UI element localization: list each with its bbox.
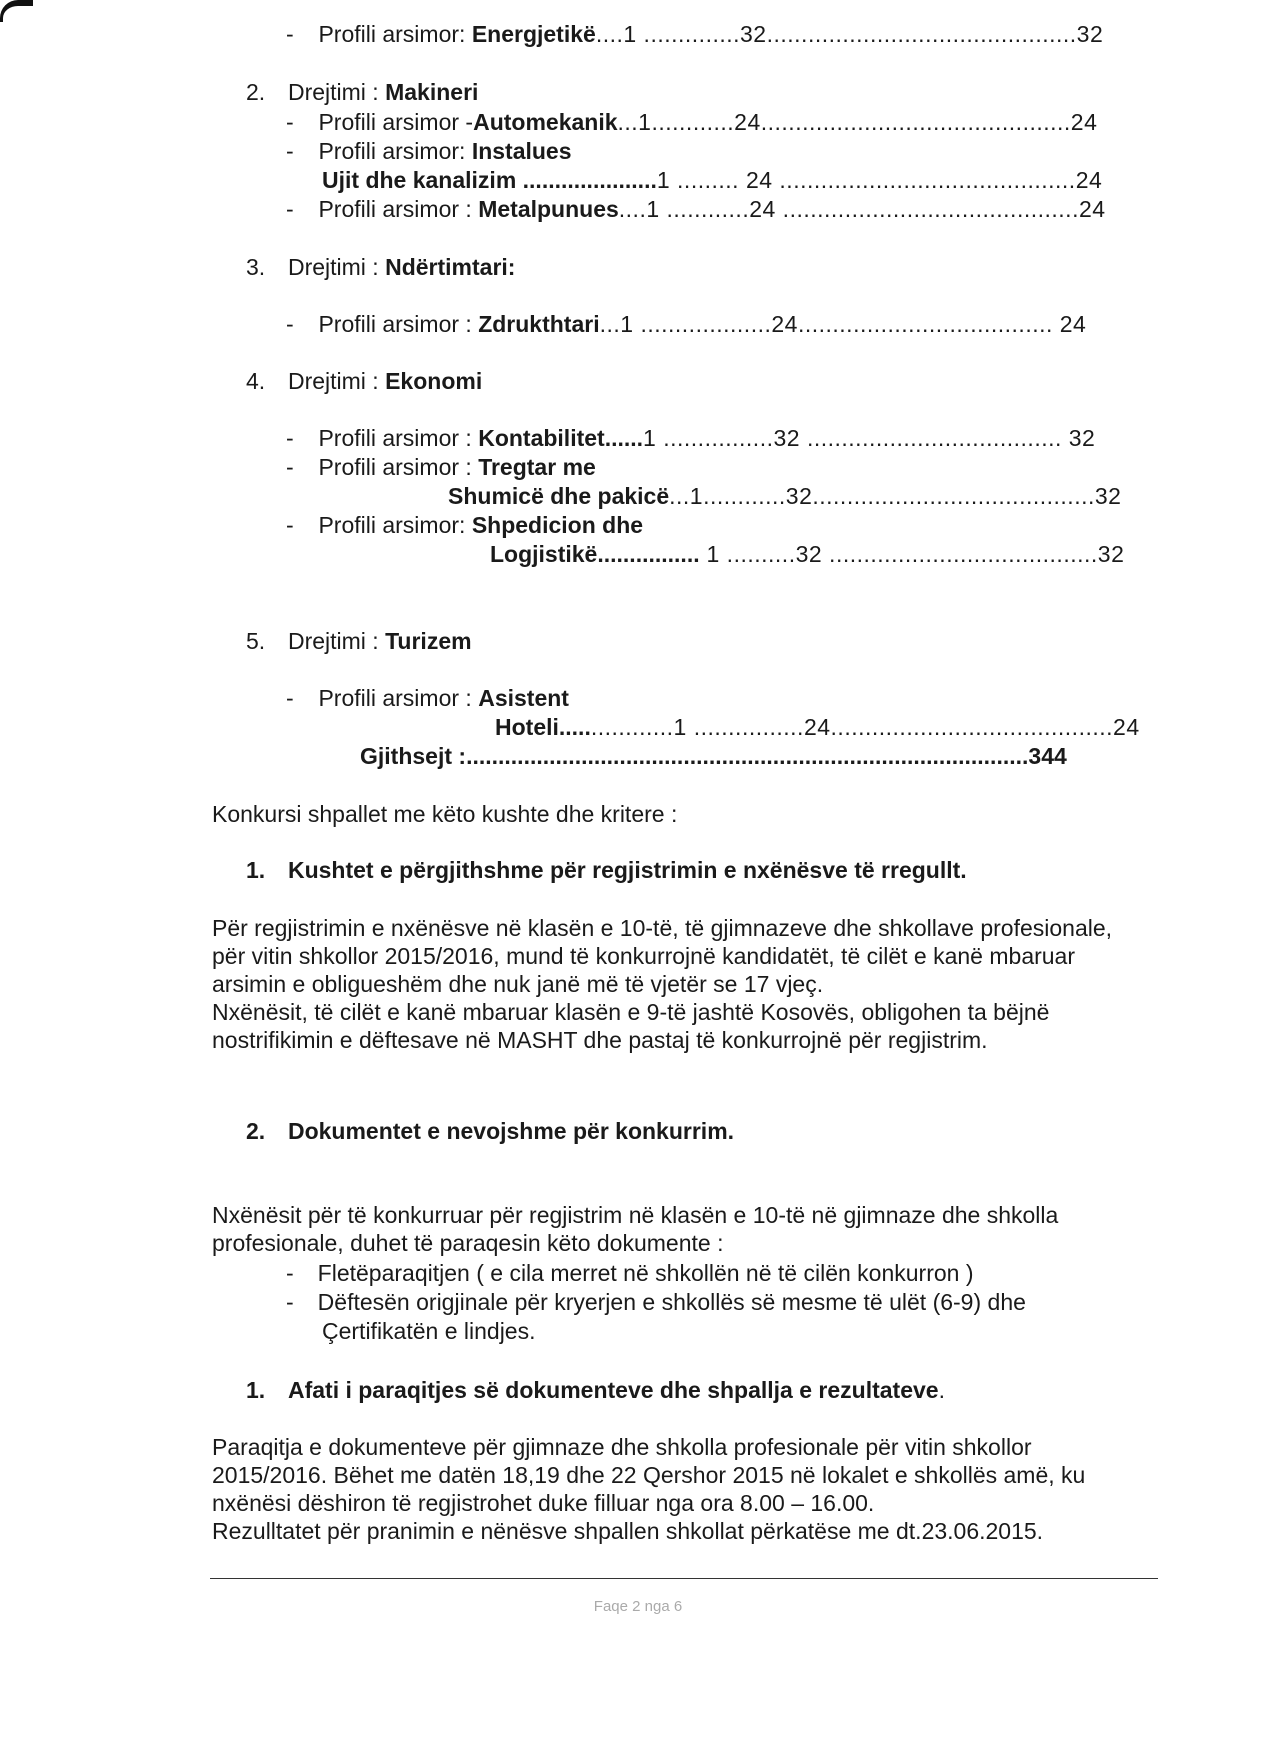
profile-line-zdrukthtari: [286, 310, 1086, 338]
direction-label: Drejtimi :: [287, 254, 386, 280]
direction-heading-ekonomi: [246, 367, 482, 395]
profile-fill: ...1............24.............................................24: [617, 109, 1098, 135]
dash: -: [286, 196, 294, 222]
direction-heading-makineri: [246, 78, 478, 106]
profile-name: Shpedicion dhe: [471, 512, 644, 538]
section-heading-kushtet: [246, 856, 967, 884]
dash: -: [286, 138, 294, 164]
section-title-period: .: [938, 1377, 945, 1403]
profile-label: Profili arsimor :: [318, 454, 479, 480]
total-line: [360, 742, 1067, 770]
dash: -: [286, 512, 294, 538]
dash: -: [286, 425, 294, 451]
profile-name: Ujit dhe kanalizim .....................: [322, 167, 657, 193]
direction-name: Turizem: [385, 628, 472, 654]
direction-label: Drejtimi :: [287, 79, 386, 105]
section-number: 1.: [246, 857, 266, 883]
profile-name: Tregtar me: [478, 454, 596, 480]
profile-line-automekanik: [286, 108, 1097, 136]
profile-label: Profili arsimor :: [318, 196, 479, 222]
profile-fill: 1 ......... 24 ...........................................24: [656, 167, 1103, 193]
profile-label: Profili arsimor:: [318, 21, 472, 47]
profile-line-tregtar: [286, 453, 596, 481]
paragraph-line: arsimin e obligueshëm dhe nuk janë më të vjetër se 17 vjeç.: [212, 971, 824, 997]
direction-name: Makineri: [385, 79, 479, 105]
direction-name: Ekonomi: [385, 368, 483, 394]
paragraph-line: Paraqitja e dokumenteve për gjimnaze dhe shkolla profesionale për vitin shkollor: [212, 1434, 1032, 1460]
paragraph-line: Nxënësit, të cilët e kanë mbaruar klasën e 9-të jashtë Kosovës, obligohen ta bëjnë: [212, 999, 1050, 1025]
profile-fill: ....1 ..............32.............................................32: [595, 21, 1104, 47]
dash: -: [286, 21, 294, 47]
section-number: 2.: [246, 1118, 266, 1144]
profile-line-ujit: [322, 166, 1102, 194]
profile-label: Profili arsimor :: [318, 685, 479, 711]
profile-line-metalpunues: [286, 195, 1106, 223]
paragraph-line: nxënësi dëshiron të regjistrohet duke filluar nga ora 8.00 – 16.00.: [212, 1490, 875, 1516]
total-value: 344: [1028, 743, 1067, 769]
paragraph-line: për vitin shkollor 2015/2016, mund të konkurrojnë kandidatët, të cilët e kanë mbaruar: [212, 943, 1076, 969]
profile-label: Profili arsimor :: [318, 311, 479, 337]
profile-name: Energjetikë: [471, 21, 596, 47]
profile-label: Profili arsimor :: [318, 425, 479, 451]
direction-label: Drejtimi :: [287, 628, 386, 654]
paragraph-line: profesionale, duhet të paraqesin këto dokumente :: [212, 1230, 724, 1256]
direction-label: Drejtimi :: [287, 368, 386, 394]
profile-fill: 1 ................32 ..................................... 32: [643, 425, 1096, 451]
paragraph-line: Për regjistrimin e nxënësve në klasën e 10-të, të gjimnazeve dhe shkollave profesionale,: [212, 915, 1113, 941]
profile-fill: ...1............32.........................................32: [669, 483, 1122, 509]
profile-line-hoteli: [495, 713, 1140, 741]
paragraph-line: 2015/2016. Bëhet me datën 18,19 dhe 22 Qershor 2015 në lokalet e shkollës amë, ku: [212, 1462, 1086, 1488]
profile-line-shpedicion: [286, 511, 643, 539]
profile-name: Kontabilitet......: [478, 425, 644, 451]
profile-name: Hoteli.....: [495, 714, 591, 740]
dash: -: [286, 454, 294, 480]
document-item-text: Dëftesën origjinale për kryerjen e shkollës së mesme të ulët (6-9) dhe: [317, 1289, 1026, 1315]
profile-line-energjetike: [286, 20, 1103, 48]
dash: -: [286, 1260, 294, 1286]
profile-fill: ....1 ............24 ...........................................24: [618, 196, 1106, 222]
scan-corner-mark: [0, 0, 33, 22]
dash: -: [286, 1289, 294, 1315]
document-item-continuation: Çertifikatën e lindjes.: [322, 1318, 536, 1344]
profile-fill: 1 ..........32 .......................................32: [699, 541, 1125, 567]
profile-name: Zdrukthtari: [478, 311, 600, 337]
total-label: Gjithsejt :: [360, 743, 467, 769]
section-number: 1.: [246, 1377, 266, 1403]
direction-name: Ndërtimtari:: [385, 254, 516, 280]
dash: -: [286, 311, 294, 337]
section-title: Afati i paraqitjes së dokumenteve dhe shpallja e rezultateve: [287, 1377, 939, 1403]
profile-line-instalues: [286, 137, 572, 165]
profile-line-asistent: [286, 684, 569, 712]
total-dots: ........................................................................................: [466, 743, 1029, 769]
direction-number: 4.: [246, 368, 266, 394]
profile-label: Profili arsimor:: [318, 138, 472, 164]
section1-paragraph: [212, 914, 1212, 1054]
footer-divider: [210, 1578, 1158, 1579]
page-number: Faqe 2 nga 6: [593, 1598, 683, 1615]
profile-line-kontabilitet: [286, 424, 1095, 452]
dash: -: [286, 109, 294, 135]
direction-heading-ndertimtari: [246, 253, 515, 281]
section-heading-dokumentet: [246, 1117, 734, 1145]
section2-paragraph: [212, 1201, 1212, 1257]
profile-label: Profili arsimor:: [318, 512, 472, 538]
profile-name: Instalues: [471, 138, 572, 164]
profile-name: Shumicë dhe pakicë: [448, 483, 670, 509]
document-item-text: Fletëparaqitjen ( e cila merret në shkollën në të cilën konkurron ): [317, 1260, 974, 1286]
profile-name: Asistent: [478, 685, 569, 711]
profile-line-shumice: [448, 482, 1121, 510]
paragraph-line: Rezulltatet për pranimin e nënësve shpallen shkollat përkatëse me dt.23.06.2015.: [212, 1518, 1044, 1544]
profile-fill: ...1 ...................24..................................... 24: [599, 311, 1087, 337]
direction-number: 2.: [246, 79, 266, 105]
section-title: Kushtet e përgjithshme për regjistrimin e nxënësve të rregullt.: [287, 857, 967, 883]
paragraph-line: nostrifikimin e dëftesave në MASHT dhe pastaj të konkurrojnë për regjistrim.: [212, 1027, 988, 1053]
direction-number: 3.: [246, 254, 266, 280]
section-title: Dokumentet e nevojshme për konkurrim.: [287, 1118, 735, 1144]
profile-line-logjistike: [490, 540, 1124, 568]
document-item: [286, 1259, 974, 1287]
profile-label: Profili arsimor -: [318, 109, 474, 135]
profile-name: Logjistikë................: [490, 541, 700, 567]
paragraph-line: Nxënësit për të konkurruar për regjistrim në klasën e 10-të në gjimnaze dhe shkolla: [212, 1202, 1059, 1228]
dash: -: [286, 685, 294, 711]
direction-heading-turizem: [246, 627, 472, 655]
profile-fill: ............1 ................24.........................................24: [590, 714, 1140, 740]
section3-paragraph: [212, 1433, 1212, 1545]
intro-text: Konkursi shpallet me këto kushte dhe kritere :: [212, 801, 678, 827]
section-heading-afati: [246, 1376, 945, 1404]
profile-name: Metalpunues: [478, 196, 619, 222]
direction-number: 5.: [246, 628, 266, 654]
profile-name: Automekanik: [473, 109, 618, 135]
document-item: [286, 1288, 1026, 1316]
